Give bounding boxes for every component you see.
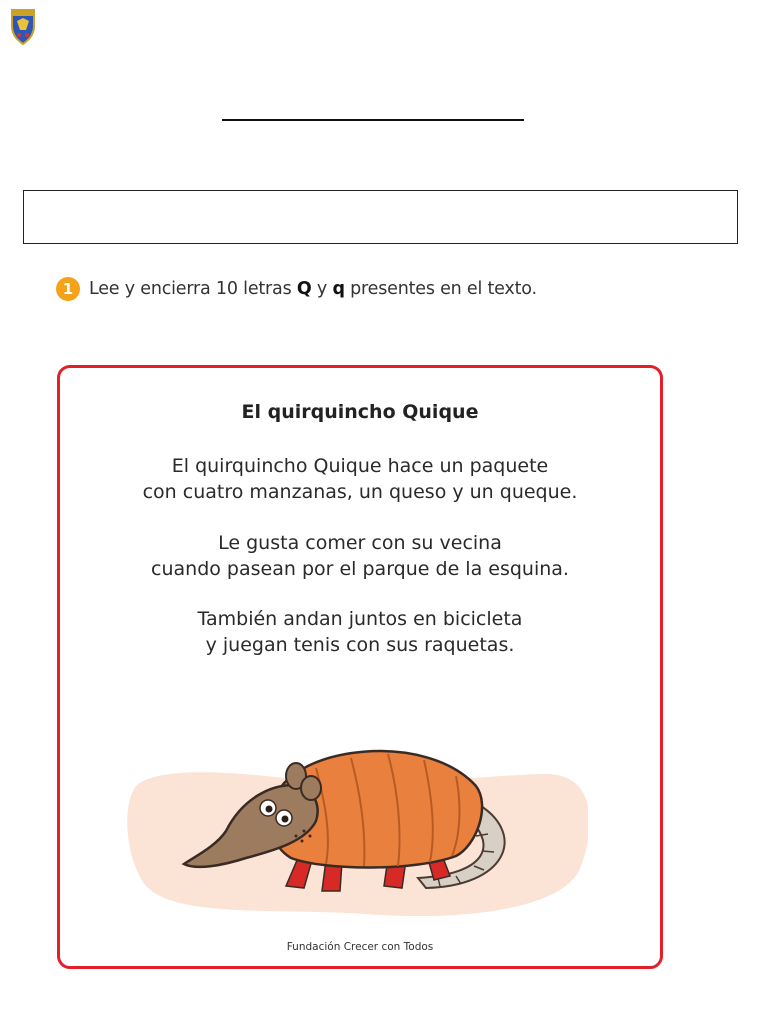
title-blank-line xyxy=(222,119,524,121)
stanza-3 xyxy=(60,606,660,658)
stanza-2 xyxy=(60,530,660,582)
story-title: El quirquincho Quique xyxy=(241,401,479,423)
instruction-text: Lee y encierra 10 letras Q y q presentes en el texto. xyxy=(89,279,537,299)
stanza-line: con cuatro manzanas, un queso y un queque. xyxy=(142,481,578,503)
stanza-line: También andan juntos en bicicleta xyxy=(197,608,523,630)
school-crest-icon xyxy=(8,6,38,46)
stanza-1 xyxy=(60,453,660,505)
instruction-number-badge: 1 xyxy=(56,277,80,301)
stanza-line: Le gusta comer con su vecina xyxy=(218,532,502,554)
stanza-line: El quirquincho Quique hace un paquete xyxy=(171,455,549,477)
credit-text: Fundación Crecer con Todos xyxy=(286,941,434,953)
name-answer-box[interactable] xyxy=(23,190,738,244)
story-card xyxy=(57,365,663,969)
stanza-line: cuando pasean por el parque de la esquina. xyxy=(151,558,569,580)
instruction-row xyxy=(56,277,537,301)
armadillo-illustration xyxy=(126,746,588,926)
stanza-line: y juegan tenis con sus raquetas. xyxy=(205,634,515,656)
